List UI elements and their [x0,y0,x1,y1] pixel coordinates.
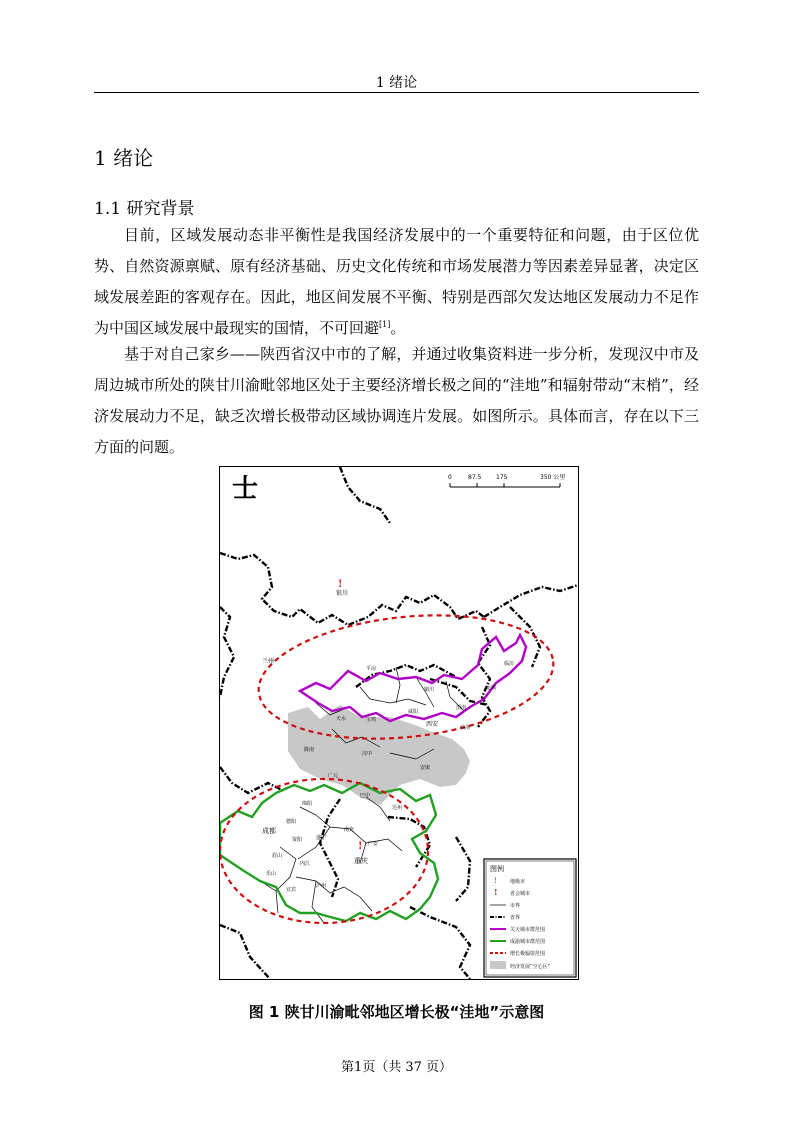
city-label-chengdu: 成都 [262,827,276,835]
legend-label: 增长极辐射范围 [510,951,546,957]
city-label-meishan: 眉山 [272,853,283,859]
city-label-xianyang: 咸阳 [408,709,419,715]
city-label-shangluo: 商洛 [460,725,471,731]
figure-caption: 图 1 陕甘川渝毗邻地区增长极“洼地”示意图 [248,1003,545,1021]
legend-label: 省界 [510,915,521,921]
scale-tick-label: 87.5 [468,474,482,481]
scale-tick-label: 350 公里 [540,474,566,481]
paragraph-1-text: 目前，区域发展动态非平衡性是我国经济发展中的一个重要特征和问题，由于区位优势、自然资源禀赋、原有经济基础、历史文化传统和市场发展潜力等因素差异显著，决定区域发展差距的客观存在。因此，地区间发展不平衡、特别是西部欠发达地区发展动力不足作为中国区域发展中最现实的国情，不可回避 [94,226,699,337]
page-footer: 第1页（共 37 页） [340,1060,453,1075]
city-label-ziyang: 资阳 [292,837,303,843]
section-title: 1.1 研究背景 [94,199,195,219]
paragraph-1-end: 。 [390,319,406,337]
city-label-linfen: 临汾 [504,661,515,667]
paragraph-2: 基于对自己家乡——陕西省汉中市的了解，并通过收集资料进一步分析，发现汉中市及周边城市所处的陕甘川渝毗邻地区处于主要经济增长极之间的“洼地”和辐射带动“末梢”，经济发展动力不足，缺乏次增长极带动区域协调连片发展。如图所示。具体而言，存在以下三方面的问题。 [94,345,699,456]
chengyu-boundary [220,783,438,921]
city-label-guangan: 广安 [368,841,379,847]
legend-label: 市界 [510,903,521,909]
city-label-weinan: 渭南 [456,705,467,711]
map-figure [219,466,579,980]
city-label-nanchong: 南充 [344,827,355,833]
city-label-tianshui: 天水 [336,716,347,722]
legend-title: 图例 [490,865,504,873]
city-label-pingliang: 平凉 [366,666,377,672]
capital-marker-icon: ! [358,841,363,852]
scale-bar [448,473,565,487]
city-label-tongchuan: 铜川 [424,687,435,693]
paragraph-1 [94,220,699,344]
city-label-baoji: 宝鸡 [366,717,377,723]
north-arrow-icon: 士 [232,474,259,504]
legend-label: 关天城市群范围 [510,927,546,933]
legend-label: 省会城市 [510,891,531,897]
map-legend [484,859,576,977]
citation-ref[interactable]: [1] [379,320,391,329]
capital-dot-icon: ! [494,887,498,897]
city-label-chongqing: 重庆 [354,857,368,865]
city-label-deyang: 德阳 [286,819,297,825]
running-header: 1 绪论 [375,75,418,91]
legend-label: 成渝城市群范围 [510,939,546,945]
city-label-yibin: 宜宾 [286,887,297,893]
city-label-neijiang: 内江 [300,861,311,867]
city-label-ankang: 安康 [420,765,431,771]
city-label-xian: 西安 [426,721,439,728]
capital-marker-icon: ! [338,579,343,590]
city-label-dazhou: 达州 [392,805,403,811]
city-label-bazhong: 巴中 [360,793,371,799]
city-dot-icon: ! [494,877,497,885]
legend-label: 地级市 [510,879,526,885]
map-svg [220,467,578,979]
city-label-mianyang: 绵阳 [302,801,313,807]
city-label-lanzhou: 兰州 [262,658,275,665]
city-label-yuncheng: 运城 [486,685,497,691]
city-label-leshan: 乐山 [266,871,277,877]
city-label-longnan: 陇南 [304,747,315,753]
gray-fill-icon [490,961,506,969]
legend-label: 经济发展“空心区” [510,964,551,970]
header-rule [94,92,699,93]
city-label-guangyuan: 广元 [328,773,339,779]
city-label-hanzhong: 汉中 [362,751,373,757]
chapter-title: 1 绪论 [94,146,154,170]
city-label-luzhou: 泸州 [316,883,327,889]
city-label-yinchuan: 银川 [336,590,349,597]
scale-tick-label: 175 [496,474,508,481]
city-label-suining: 遂宁 [316,835,327,841]
scale-tick-label: 0 [448,474,452,481]
